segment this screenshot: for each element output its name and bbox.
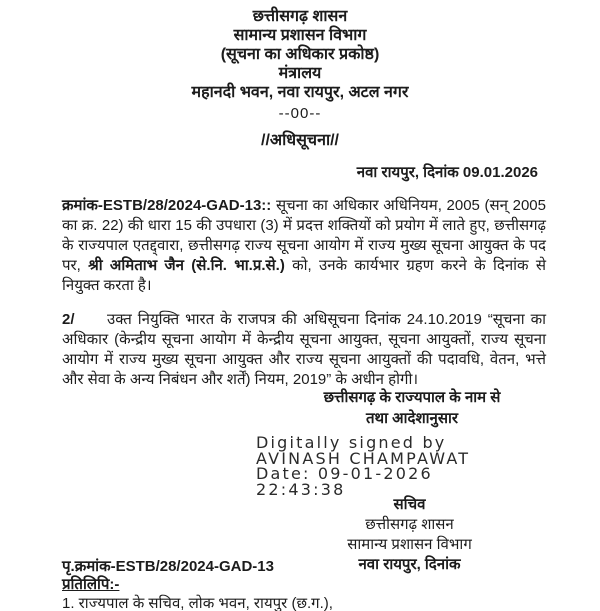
signatory-block xyxy=(297,495,522,575)
paragraph-1-text-before-name: सूचना का अधिकार अधिनियम, 2005 (सन् 2005 का क्र. 22) की धारा 15 की उपधारा (3) में प्रदत्त शक्तियों को प्रयोग में लाते हुए, छत्तीसगढ़ के राज्यपाल एतद्द्वारा, छत्तीसगढ़ राज्य सूचना आयोग में राज्य मुख्य सूचना आयुक्त के पद पर, xyxy=(62,197,546,274)
notification-title: //अधिसूचना// xyxy=(261,132,339,149)
signatory-org-line-1: छत्तीसगढ़ शासन xyxy=(365,516,454,533)
by-order-line-1: छत्तीसगढ़ के राज्यपाल के नाम से xyxy=(323,389,501,406)
copy-to-label: प्रतिलिपि:- xyxy=(62,576,120,593)
digital-signature-date: Date: 09-01-2026 xyxy=(256,464,433,483)
reference-number: क्रमांक-ESTB/28/2024-GAD-13:: xyxy=(62,197,272,214)
signatory-org-line-2: सामान्य प्रशासन विभाग xyxy=(347,536,472,553)
paragraph-1 xyxy=(62,196,546,296)
letterhead-cell: (सूचना का अधिकार प्रकोष्ठ) xyxy=(220,46,380,63)
letterhead-department: सामान्य प्रशासन विभाग xyxy=(233,27,367,44)
endorsement-reference-number: पृ.क्रमांक-ESTB/28/2024-GAD-13 xyxy=(62,558,274,575)
paragraph-1-text-after-name: को, उनके कार्यभार ग्रहण करने के दिनांक से नियुक्त करता है। xyxy=(62,257,546,294)
appointee-name: श्री अमिताभ जैन (से.नि. भा.प्र.से.) xyxy=(88,257,285,274)
letterhead-separator: --00-- xyxy=(278,105,322,122)
paragraph-2 xyxy=(62,310,546,390)
signatory-designation: सचिव xyxy=(393,496,426,513)
digital-signature-stamp xyxy=(256,435,470,497)
letterhead xyxy=(0,7,600,123)
paragraph-2-number: 2/ xyxy=(62,311,75,328)
paragraph-2-text: उक्त नियुक्ति भारत के राजपत्र की अधिसूचना दिनांक 24.10.2019 “सूचना का अधिकार (केन्द्रीय सूचना आयोग में केन्द्रीय सूचना आयुक्त, सूचना आयुक्तों, राज्य सूचना आयोग में राज्य मुख्य सूचना आयुक्त और राज्य सूचना आयुक्तों की पदावधि, वेतन, भत्ते और सेवा के अन्य निबंधन और शर्तें) नियम, 2019” के अधीन होगी। xyxy=(62,311,546,388)
place-date-line: नवा रायपुर, दिनांक 09.01.2026 xyxy=(356,164,538,181)
letterhead-ministry: मंत्रालय xyxy=(278,65,322,82)
letterhead-org-name: छत्तीसगढ़ शासन xyxy=(252,8,348,25)
signatory-place-date: नवा रायपुर, दिनांक xyxy=(358,556,461,573)
copy-to-item-1: 1. राज्यपाल के सचिव, लोक भवन, रायपुर (छ.ग.), xyxy=(62,595,333,611)
digital-signature-time: 22:43:38 xyxy=(256,479,346,499)
letterhead-address: महानदी भवन, नवा रायपुर, अटल नगर xyxy=(191,84,409,101)
by-order-block xyxy=(287,387,537,429)
by-order-line-2: तथा आदेशानुसार xyxy=(365,410,459,427)
digital-signature-line-1: Digitally signed by xyxy=(256,433,447,452)
digital-signature-signer-name: AVINASH CHAMPAWAT xyxy=(256,448,471,468)
